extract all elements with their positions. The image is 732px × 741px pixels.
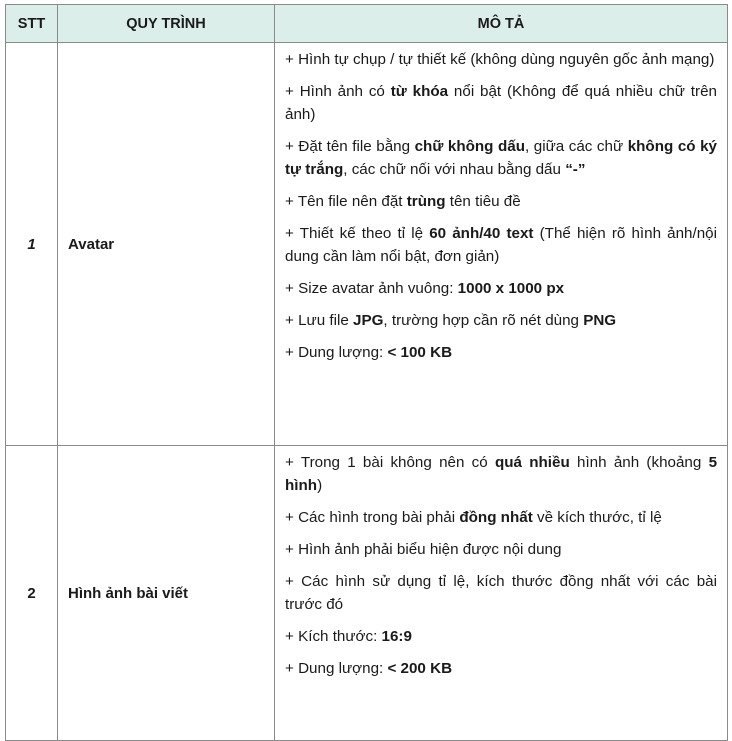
description-item xyxy=(285,570,717,616)
text-segment: + Dung lượng: xyxy=(285,660,388,677)
description-item xyxy=(285,538,717,561)
description-item xyxy=(285,451,717,497)
text-segment: + Hình tự chụp / tự thiết kế (không dùng nguyên gốc ảnh mạng) xyxy=(285,51,715,68)
text-segment: + Trong 1 bài không nên có xyxy=(285,454,495,471)
row-number: 1 xyxy=(6,43,58,446)
description-item xyxy=(285,48,717,71)
text-segment: (Thể hiện rõ hình ảnh/nội dung cần làm nổi bật, đơn giản) xyxy=(285,225,717,265)
table-row xyxy=(6,43,728,446)
header-stt: STT xyxy=(6,5,58,43)
text-segment: + Thiết kế theo tỉ lệ xyxy=(285,225,430,242)
bold-text: trùng xyxy=(406,193,446,210)
process-description xyxy=(275,446,728,741)
description-item xyxy=(285,506,717,529)
bold-text: không có ký tự trắng xyxy=(285,138,717,178)
bold-text: đồng nhất xyxy=(459,509,533,526)
description-item xyxy=(285,135,717,181)
text-segment: về kích thước, tỉ lệ xyxy=(532,509,662,526)
header-row xyxy=(6,5,728,43)
bold-text: JPG xyxy=(353,312,384,329)
text-segment: hình ảnh (khoảng xyxy=(569,454,709,471)
description-item xyxy=(285,190,717,213)
text-segment: + Đặt tên file bằng xyxy=(285,138,415,155)
bold-text: < 200 KB xyxy=(387,660,453,677)
description-item xyxy=(285,309,717,332)
text-segment: ) xyxy=(317,477,323,494)
process-name: Hình ảnh bài viết xyxy=(58,446,275,741)
description-item xyxy=(285,657,717,680)
bold-text: chữ không dấu xyxy=(414,138,525,155)
text-segment: + Các hình sử dụng tỉ lệ, kích thước đồng nhất với các bài trước đó xyxy=(285,573,717,613)
header-description: MÔ TẢ xyxy=(275,5,728,43)
bold-text: PNG xyxy=(583,312,617,329)
description-item xyxy=(285,277,717,300)
bold-text: từ khóa xyxy=(390,83,449,100)
text-segment: + Tên file nên đặt xyxy=(285,193,407,210)
text-segment: + Lưu file xyxy=(285,312,354,329)
text-segment: + Hình ảnh có xyxy=(285,83,391,100)
description-item xyxy=(285,341,717,364)
text-segment: + Các hình trong bài phải xyxy=(285,509,460,526)
description-item xyxy=(285,80,717,126)
table-row xyxy=(6,446,728,741)
text-segment: , giữa các chữ xyxy=(524,138,628,155)
row-number: 2 xyxy=(6,446,58,741)
description-item xyxy=(285,625,717,648)
text-segment: + Dung lượng: xyxy=(285,344,388,361)
text-segment: , các chữ nối với nhau bằng dấu xyxy=(343,161,566,178)
text-segment: , trường hợp cần rõ nét dùng xyxy=(383,312,584,329)
process-description xyxy=(275,43,728,446)
description-item xyxy=(285,222,717,268)
text-segment: tên tiêu đề xyxy=(445,193,521,210)
text-segment: + Kích thước: xyxy=(285,628,382,645)
text-segment: + Hình ảnh phải biểu hiện được nội dung xyxy=(285,541,562,558)
text-segment: nổi bật (Không để quá nhiều chữ trên ảnh) xyxy=(285,83,717,123)
bold-text: < 100 KB xyxy=(387,344,453,361)
process-table xyxy=(5,4,728,741)
bold-text: quá nhiều xyxy=(494,454,570,471)
bold-text: “-” xyxy=(565,161,586,178)
bold-text: 1000 x 1000 px xyxy=(457,280,565,297)
bold-text: 16:9 xyxy=(381,628,412,645)
bold-text: 60 ảnh/40 text xyxy=(429,225,534,242)
process-name: Avatar xyxy=(58,43,275,446)
bold-text: 5 hình xyxy=(285,454,718,494)
header-process: QUY TRÌNH xyxy=(58,5,275,43)
text-segment: + Size avatar ảnh vuông: xyxy=(285,280,458,297)
